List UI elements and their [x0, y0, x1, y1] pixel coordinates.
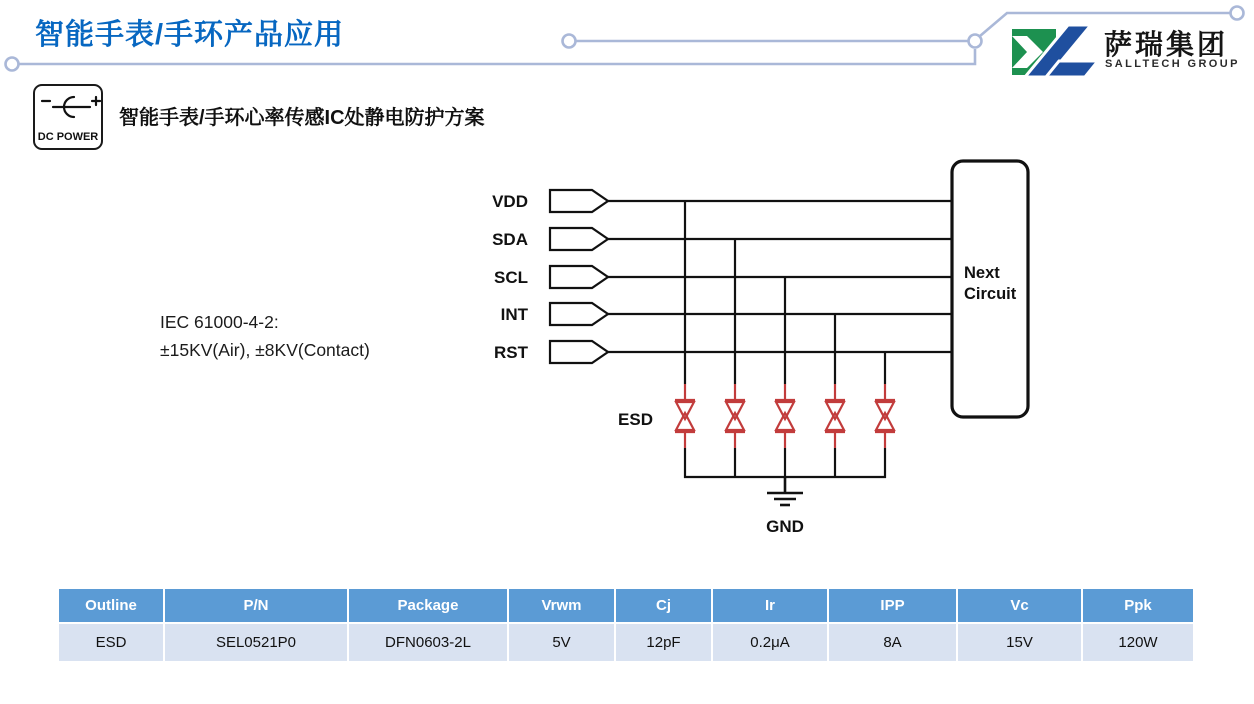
- table-cell: 15V: [958, 624, 1081, 661]
- table-header-cell: Vrwm: [509, 589, 614, 622]
- table-cell: SEL0521P0: [165, 624, 347, 661]
- ground-symbol-icon: [767, 477, 803, 505]
- connector-icon: [550, 228, 608, 250]
- table-row: [59, 624, 1193, 661]
- next-circuit-label-line1: Next: [964, 264, 1000, 282]
- table-cell: 8A: [829, 624, 956, 661]
- gnd-label: GND: [766, 517, 804, 536]
- logo-name-cn: 萨瑞集团: [1104, 29, 1229, 60]
- connector-icon: [550, 190, 608, 212]
- esd-diode-int: [825, 314, 845, 478]
- signal-label: RST: [494, 343, 528, 362]
- signal-row-scl: [494, 266, 953, 288]
- signal-label: INT: [500, 305, 528, 324]
- logo-name-en: SALLTECH GROUP: [1105, 58, 1240, 70]
- standard-line2: ±15KV(Air), ±8KV(Contact): [160, 340, 370, 360]
- esd-label: ESD: [618, 410, 653, 429]
- table-cell: 12pF: [616, 624, 711, 661]
- table-cell: 5V: [509, 624, 614, 661]
- table-header-cell: IPP: [829, 589, 956, 622]
- connector-icon: [550, 266, 608, 288]
- signal-row-sda: [492, 228, 953, 250]
- table-cell: DFN0603-2L: [349, 624, 507, 661]
- table-header-cell: Cj: [616, 589, 711, 622]
- table-cell: ESD: [59, 624, 163, 661]
- connector-icon: [550, 303, 608, 325]
- table-header-cell: P/N: [165, 589, 347, 622]
- next-circuit-label-line2: Circuit: [964, 285, 1017, 303]
- table-header-cell: Outline: [59, 589, 163, 622]
- esd-diode-scl: [775, 277, 795, 478]
- signal-label: SDA: [492, 230, 528, 249]
- table-header-row: [59, 589, 1193, 622]
- esd-diode-sda: [725, 239, 745, 478]
- connector-icon: [550, 341, 608, 363]
- table-header-cell: Package: [349, 589, 507, 622]
- dc-power-label: DC POWER: [37, 131, 99, 143]
- table-header-cell: Ir: [713, 589, 827, 622]
- signal-row-vdd: [492, 190, 953, 212]
- table-cell: 120W: [1083, 624, 1193, 661]
- signal-label: SCL: [494, 268, 528, 287]
- esd-diode-vdd: [675, 201, 695, 478]
- next-circuit-block: [952, 161, 1028, 417]
- spec-table: [57, 587, 1195, 663]
- standard-line1: IEC 61000-4-2:: [160, 312, 279, 332]
- table-header-cell: Ppk: [1083, 589, 1193, 622]
- signal-row-int: [501, 303, 953, 325]
- section-subtitle: 智能手表/手环心率传感IC处静电防护方案: [119, 107, 485, 129]
- signal-label: VDD: [492, 192, 528, 211]
- table-header-cell: Vc: [958, 589, 1081, 622]
- esd-diode-rst: [875, 352, 895, 478]
- table-cell: 0.2μA: [713, 624, 827, 661]
- page-title: 智能手表/手环产品应用: [35, 19, 345, 51]
